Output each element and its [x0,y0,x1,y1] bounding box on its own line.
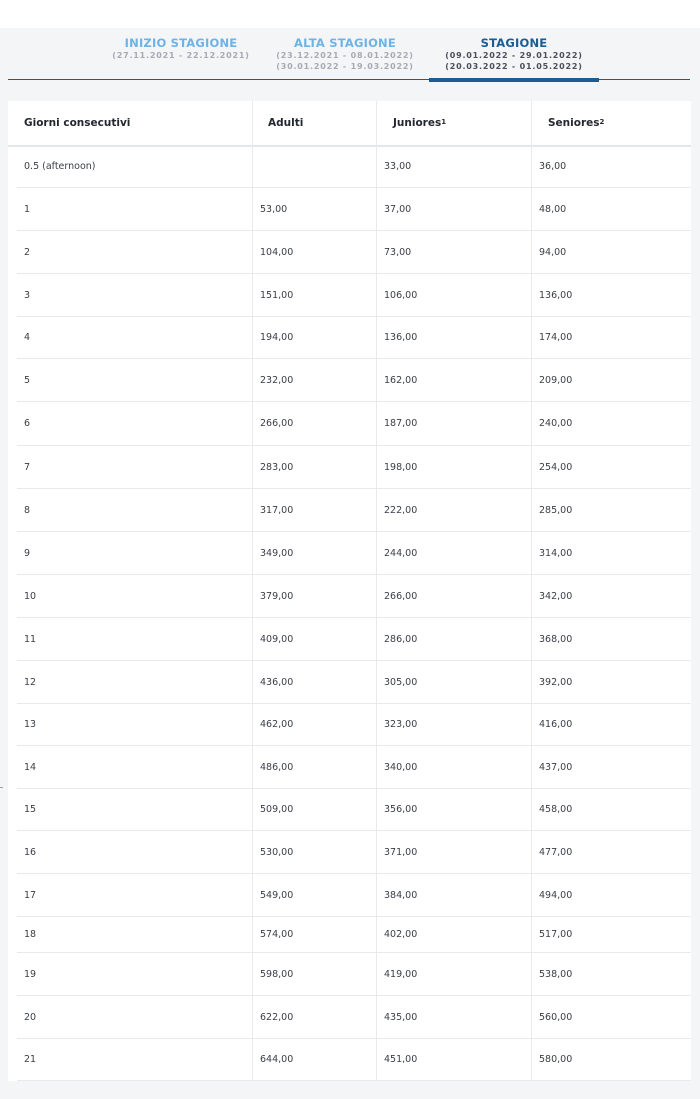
table-row [17,188,691,231]
cell-days [17,145,252,187]
cell-juniors [376,532,531,574]
table-row [17,359,691,402]
cell-seniors [531,789,691,830]
cell-seniors [531,446,691,488]
cell-seniors [531,917,691,952]
cell-juniors [376,917,531,952]
cell-juniors-value: 33,00 [384,160,412,172]
cell-juniors-value: 162,00 [384,374,418,386]
cell-juniors [376,1039,531,1080]
cell-seniors-value: 368,00 [539,633,573,645]
tab-date: (09.01.2022 - 29.01.2022) [445,51,583,60]
cell-juniors [376,831,531,873]
cell-adults-value: 574,00 [260,929,294,940]
edge-mark [0,787,3,788]
cell-seniors-value: 517,00 [539,929,573,940]
cell-juniors [376,446,531,488]
cell-days-value: 6 [24,418,31,429]
tab-title: ALTA STAGIONE [294,36,396,50]
header-days [8,101,252,145]
cell-adults-value: 283,00 [260,461,294,473]
top-strip [0,0,700,28]
cell-days [17,274,252,316]
cell-seniors-value: 477,00 [539,846,573,858]
cell-days-value: 0.5 (afternoon) [24,160,96,172]
cell-juniors [376,402,531,445]
cell-adults-value: 349,00 [260,547,294,559]
cell-seniors-value: 285,00 [539,504,573,516]
table-row [17,618,691,661]
cell-days-value: 2 [24,246,31,258]
cell-adults [252,402,376,445]
cell-adults [252,1039,376,1080]
cell-adults-value: 462,00 [260,719,294,730]
tab-stagione[interactable] [429,36,599,72]
cell-days-value: 19 [24,968,37,980]
table-row [17,489,691,532]
cell-seniors [531,953,691,995]
cell-days [17,917,252,952]
cell-adults [252,317,376,358]
cell-adults [252,145,376,187]
cell-seniors-value: 48,00 [539,203,567,215]
cell-days [17,789,252,830]
cell-juniors [376,746,531,788]
cell-adults [252,359,376,401]
cell-adults [252,188,376,230]
cell-days-value: 8 [24,504,31,516]
cell-adults [252,874,376,916]
cell-juniors [376,953,531,995]
table-row [17,532,691,575]
cell-seniors [531,231,691,273]
tab-date: (23.12.2021 - 08.01.2022) [276,51,414,60]
cell-juniors [376,145,531,187]
cell-adults-value: 151,00 [260,289,294,301]
cell-days [17,953,252,995]
header-seniors-label: Seniores [548,117,600,129]
cell-adults [252,917,376,952]
cell-juniors-value: 37,00 [384,203,412,215]
cell-adults-value: 644,00 [260,1054,294,1065]
cell-days [17,996,252,1038]
cell-adults-value: 266,00 [260,418,294,429]
tab-date: (27.11.2021 - 22.12.2021) [112,51,250,60]
cell-seniors-value: 94,00 [539,246,567,258]
table-row [17,831,691,874]
table-row [17,402,691,446]
table-row [17,746,691,789]
price-table-grid [8,101,691,1081]
cell-juniors [376,489,531,531]
cell-days-value: 16 [24,846,37,858]
cell-adults [252,274,376,316]
cell-seniors [531,532,691,574]
cell-seniors [531,402,691,445]
cell-seniors [531,874,691,916]
cell-seniors [531,489,691,531]
cell-adults-value: 530,00 [260,846,294,858]
header-juniors-label: Juniores [393,117,442,129]
cell-days [17,532,252,574]
cell-juniors-value: 198,00 [384,461,418,473]
cell-juniors [376,274,531,316]
table-row [17,953,691,996]
table-row [17,575,691,618]
cell-adults [252,489,376,531]
cell-days [17,746,252,788]
cell-seniors-value: 458,00 [539,804,573,815]
table-row [17,996,691,1039]
cell-adults-value: 194,00 [260,332,294,343]
cell-days-value: 3 [24,289,31,301]
cell-seniors [531,618,691,660]
cell-juniors-value: 187,00 [384,418,418,429]
header-seniors: Seniores $^2$ [531,101,691,145]
cell-seniors [531,359,691,401]
tab-alta-stagione[interactable] [260,36,430,72]
table-row [17,874,691,917]
cell-juniors-value: 305,00 [384,676,418,688]
cell-seniors-value: 560,00 [539,1011,573,1023]
cell-days-value: 15 [24,804,37,815]
cell-juniors [376,575,531,617]
price-table [8,101,691,1081]
cell-adults-value: 409,00 [260,633,294,645]
tab-date: (20.03.2022 - 01.05.2022) [445,62,583,71]
cell-adults-value: 317,00 [260,504,294,516]
cell-seniors-value: 437,00 [539,761,573,773]
table-header-row [8,101,691,147]
cell-juniors [376,704,531,745]
cell-seniors [531,317,691,358]
cell-juniors-value: 356,00 [384,804,418,815]
cell-days-value: 4 [24,332,31,343]
cell-days-value: 11 [24,633,37,645]
table-row [17,661,691,704]
cell-days-value: 21 [24,1054,37,1065]
cell-juniors-value: 371,00 [384,846,418,858]
cell-days [17,489,252,531]
cell-juniors-value: 222,00 [384,504,418,516]
cell-seniors-value: 174,00 [539,332,573,343]
cell-days-value: 10 [24,590,37,602]
cell-adults [252,446,376,488]
cell-days-value: 7 [24,461,31,473]
table-row [17,145,691,188]
cell-adults-value: 379,00 [260,590,294,602]
cell-adults [252,575,376,617]
cell-days [17,874,252,916]
cell-days-value: 20 [24,1011,37,1023]
cell-seniors [531,746,691,788]
cell-seniors [531,575,691,617]
cell-juniors [376,996,531,1038]
cell-days-value: 18 [24,929,37,940]
cell-days-value: 14 [24,761,37,773]
cell-juniors [376,359,531,401]
cell-adults-value: 232,00 [260,374,294,386]
cell-adults-value: 549,00 [260,889,294,901]
cell-juniors [376,188,531,230]
cell-seniors [531,704,691,745]
table-row [17,317,691,359]
cell-adults [252,618,376,660]
cell-adults-value: 509,00 [260,804,294,815]
cell-adults-value: 486,00 [260,761,294,773]
cell-adults [252,789,376,830]
cell-seniors-value: 494,00 [539,889,573,901]
cell-adults [252,831,376,873]
cell-days [17,188,252,230]
cell-days-value: 17 [24,889,37,901]
header-juniors: Juniores $^1$ [376,101,531,145]
table-row [17,917,691,953]
cell-adults [252,532,376,574]
cell-adults [252,231,376,273]
cell-juniors-value: 402,00 [384,929,418,940]
tab-date: (30.01.2022 - 19.03.2022) [276,62,414,71]
cell-juniors-value: 286,00 [384,633,418,645]
cell-days [17,231,252,273]
cell-days [17,575,252,617]
cell-adults [252,661,376,703]
cell-adults [252,996,376,1038]
cell-days [17,359,252,401]
cell-juniors-value: 384,00 [384,889,418,901]
cell-seniors-value: 314,00 [539,547,573,559]
cell-juniors [376,661,531,703]
cell-seniors [531,274,691,316]
cell-days-value: 5 [24,374,31,386]
cell-seniors-value: 240,00 [539,418,573,429]
cell-days [17,704,252,745]
header-days-label: Giorni consecutivi [24,117,131,129]
cell-seniors [531,188,691,230]
cell-juniors-value: 136,00 [384,332,418,343]
cell-days [17,402,252,445]
cell-juniors [376,317,531,358]
cell-seniors-value: 36,00 [539,160,567,172]
cell-days [17,661,252,703]
cell-juniors-value: 266,00 [384,590,418,602]
cell-seniors-value: 416,00 [539,719,573,730]
tab-title: STAGIONE [480,36,548,50]
tab-title: INIZIO STAGIONE [124,36,238,50]
table-row [17,704,691,746]
cell-juniors-value: 106,00 [384,289,418,301]
cell-juniors-value: 419,00 [384,968,418,980]
cell-days-value: 12 [24,676,37,688]
cell-seniors [531,831,691,873]
cell-juniors-value: 244,00 [384,547,418,559]
cell-seniors-value: 342,00 [539,590,573,602]
cell-days [17,1039,252,1080]
cell-adults-value: 622,00 [260,1011,294,1023]
cell-seniors-value: 392,00 [539,676,573,688]
cell-juniors-value: 340,00 [384,761,418,773]
cell-seniors-value: 580,00 [539,1054,573,1065]
cell-seniors-value: 538,00 [539,968,573,980]
table-row [17,1039,691,1081]
cell-seniors [531,145,691,187]
tab-inizio-stagione[interactable] [96,36,266,61]
table-row [17,789,691,831]
cell-days [17,618,252,660]
header-adults-label: Adulti [268,117,304,129]
cell-seniors-value: 136,00 [539,289,573,301]
cell-seniors-value: 209,00 [539,374,573,386]
cell-days-value: 9 [24,547,31,559]
cell-adults [252,746,376,788]
cell-adults-value: 598,00 [260,968,294,980]
cell-days-value: 13 [24,719,37,730]
cell-juniors [376,231,531,273]
cell-seniors-value: 254,00 [539,461,573,473]
cell-juniors [376,618,531,660]
cell-adults-value: 104,00 [260,246,294,258]
cell-juniors-value: 451,00 [384,1054,418,1065]
cell-seniors [531,996,691,1038]
cell-juniors [376,789,531,830]
cell-days-value: 1 [24,203,31,215]
table-row [17,446,691,489]
active-tab-indicator [429,78,599,82]
cell-days [17,831,252,873]
cell-juniors-value: 435,00 [384,1011,418,1023]
cell-adults-value: 436,00 [260,676,294,688]
cell-adults [252,704,376,745]
cell-juniors-value: 323,00 [384,719,418,730]
cell-juniors [376,874,531,916]
cell-seniors [531,661,691,703]
header-adults [252,101,376,145]
cell-juniors-value: 73,00 [384,246,412,258]
cell-days [17,446,252,488]
table-row [17,274,691,317]
cell-days [17,317,252,358]
cell-seniors [531,1039,691,1080]
cell-adults-value: 53,00 [260,203,288,215]
cell-adults [252,953,376,995]
table-row [17,231,691,274]
